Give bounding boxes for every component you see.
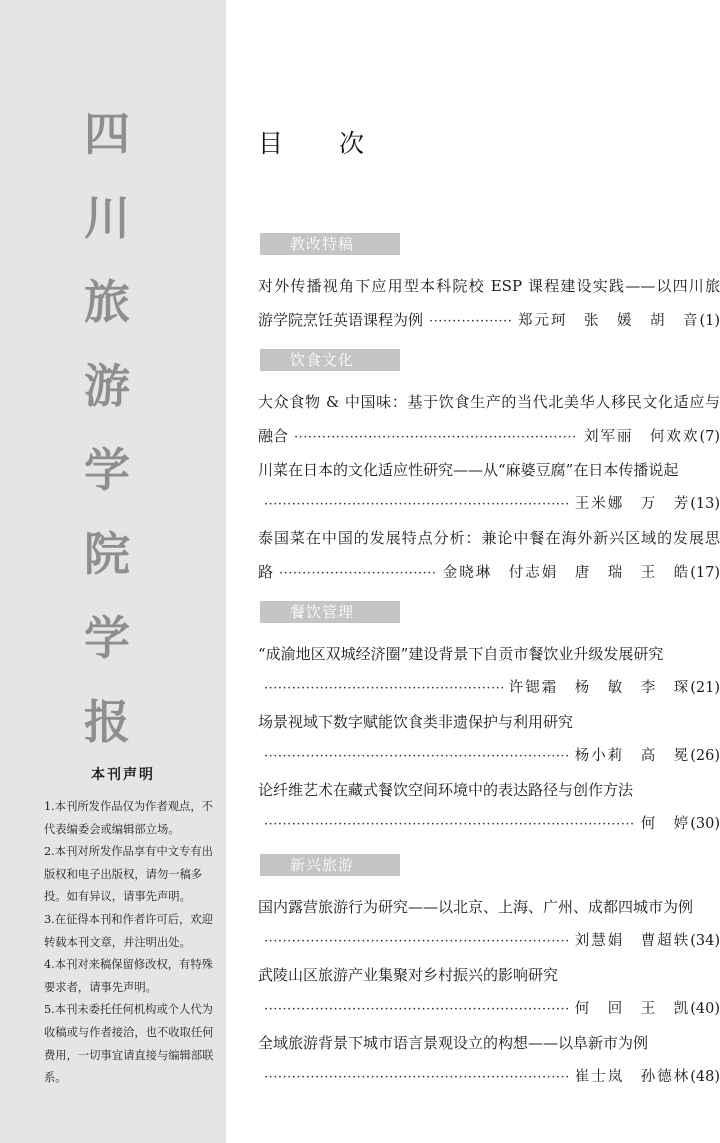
article-title-line[interactable]: 武陵山区旅游产业集聚对乡村振兴的影响研究 bbox=[258, 966, 559, 984]
article-authors: 郑元珂 张 媛 胡 音 bbox=[517, 313, 700, 329]
article-authors: 金晓琳 付志娟 唐 瑞 王 皓 bbox=[442, 565, 691, 581]
article-page: (30) bbox=[690, 816, 720, 832]
article-title-line[interactable]: 论纤维艺术在藏式餐饮空间环境中的表达路径与创作方法 bbox=[258, 781, 634, 799]
section-header bbox=[260, 601, 400, 623]
leader-dots bbox=[264, 928, 569, 955]
leader-dots bbox=[294, 424, 578, 450]
article-page: (40) bbox=[690, 1001, 720, 1017]
article-entry[interactable] bbox=[258, 306, 720, 334]
journal-title-char: 学 bbox=[84, 611, 130, 665]
article-authors: 刘军丽 何欢欢 bbox=[583, 429, 700, 445]
article-entry[interactable] bbox=[258, 674, 720, 702]
journal-title-char: 四 bbox=[84, 107, 130, 161]
section-header bbox=[260, 349, 400, 371]
toc-title-char: 次 bbox=[339, 129, 365, 158]
leader-dots bbox=[264, 743, 569, 770]
declaration-item: 5.本刊未委托任何机构或个人代为收稿或与作者接洽，也不收取任何费用，一切事宜请直接与编辑部联系。 bbox=[44, 1003, 214, 1085]
article-title-line[interactable]: 大众食物 & 中国味：基于饮食生产的当代北美华人移民文化适应与 bbox=[258, 393, 720, 411]
article-authors: 崔士岚 孙德林 bbox=[574, 1069, 691, 1085]
section-title: 餐饮管理 bbox=[290, 603, 355, 621]
declaration-item: 4.本刊对来稿保留修改权，有特殊要求者，请事先声明。 bbox=[44, 958, 213, 994]
leader-dots bbox=[264, 1064, 569, 1091]
declaration-item: 3.在征得本刊和作者许可后，欢迎转载本刊文章，并注明出处。 bbox=[44, 912, 213, 949]
article-page: (13) bbox=[690, 496, 720, 512]
article-title-line[interactable]: 川菜在日本的文化适应性研究——从“麻婆豆腐”在日本传播说起 bbox=[258, 461, 679, 479]
article-authors: 何 回 王 凯 bbox=[574, 1001, 691, 1017]
leader-dots bbox=[429, 308, 512, 334]
declaration-list bbox=[44, 796, 220, 1090]
journal-title-char: 旅 bbox=[84, 275, 130, 329]
article-authors: 许锶霜 杨 敏 李 琛 bbox=[508, 680, 691, 696]
article-title-line: 游学院烹饪英语课程为例 bbox=[258, 311, 424, 329]
article-entry[interactable] bbox=[258, 742, 720, 770]
section-header bbox=[260, 233, 400, 255]
section-title: 饮食文化 bbox=[290, 351, 355, 369]
article-title-line[interactable]: “成渝地区双城经济圈”建设背景下自贡市餐饮业升级发展研究 bbox=[258, 645, 664, 663]
article-entry[interactable] bbox=[258, 810, 720, 838]
leader-dots bbox=[264, 491, 569, 518]
article-page: (17) bbox=[690, 565, 720, 581]
journal-title-char: 学 bbox=[84, 443, 130, 497]
article-page: (21) bbox=[690, 680, 720, 696]
article-authors: 王米娜 万 芳 bbox=[574, 496, 691, 512]
leader-dots bbox=[264, 811, 635, 838]
journal-title-char: 川 bbox=[84, 191, 130, 245]
toc-title-char: 目 bbox=[258, 129, 284, 158]
leader-dots bbox=[279, 560, 437, 586]
section-title: 教改特稿 bbox=[290, 235, 355, 253]
article-title-line[interactable]: 泰国菜在中国的发展特点分析：兼论中餐在海外新兴区域的发展思 bbox=[258, 529, 720, 547]
article-entry[interactable] bbox=[258, 927, 720, 955]
article-entry[interactable] bbox=[258, 422, 720, 450]
article-authors: 何 婷 bbox=[640, 816, 691, 832]
journal-title bbox=[0, 92, 226, 764]
leader-dots bbox=[264, 996, 569, 1023]
article-authors: 杨小莉 高 冕 bbox=[574, 748, 691, 764]
journal-title-char: 游 bbox=[84, 359, 130, 413]
article-page: (7) bbox=[699, 429, 720, 445]
section-title: 新兴旅游 bbox=[290, 856, 355, 874]
article-title-line[interactable]: 对外传播视角下应用型本科院校 ESP 课程建设实践——以四川旅 bbox=[258, 277, 720, 295]
declaration-item: 1.本刊所发作品仅为作者观点，不代表编委会或编辑部立场。 bbox=[44, 800, 213, 836]
journal-title-char: 报 bbox=[84, 695, 130, 749]
section-header bbox=[260, 854, 400, 876]
article-page: (26) bbox=[690, 748, 720, 764]
leader-dots bbox=[264, 675, 503, 702]
article-title-line: 融合 bbox=[258, 427, 289, 445]
declaration-title: 本刊声明 bbox=[91, 767, 155, 783]
article-authors: 刘慧娟 曹超轶 bbox=[574, 933, 691, 949]
toc-title bbox=[258, 124, 364, 160]
article-entry[interactable] bbox=[258, 1063, 720, 1091]
article-page: (34) bbox=[690, 933, 720, 949]
article-entry[interactable] bbox=[258, 995, 720, 1023]
article-page: (1) bbox=[699, 313, 720, 329]
declaration-item: 2.本刊对所发作品享有中文专有出版权和电子出版权，请勿一稿多投。如有异议，请事先声明。 bbox=[44, 845, 213, 904]
article-entry[interactable] bbox=[258, 558, 720, 586]
article-title-line[interactable]: 国内露营旅游行为研究——以北京、上海、广州、成都四城市为例 bbox=[258, 898, 694, 916]
article-page: (48) bbox=[690, 1069, 720, 1085]
article-title-line[interactable]: 全域旅游背景下城市语言景观设立的构想——以阜新市为例 bbox=[258, 1034, 649, 1052]
article-title-line[interactable]: 场景视域下数字赋能饮食类非遗保护与利用研究 bbox=[258, 713, 574, 731]
journal-title-char: 院 bbox=[84, 527, 130, 581]
article-entry[interactable] bbox=[258, 490, 720, 518]
article-title-line: 路 bbox=[258, 563, 274, 581]
